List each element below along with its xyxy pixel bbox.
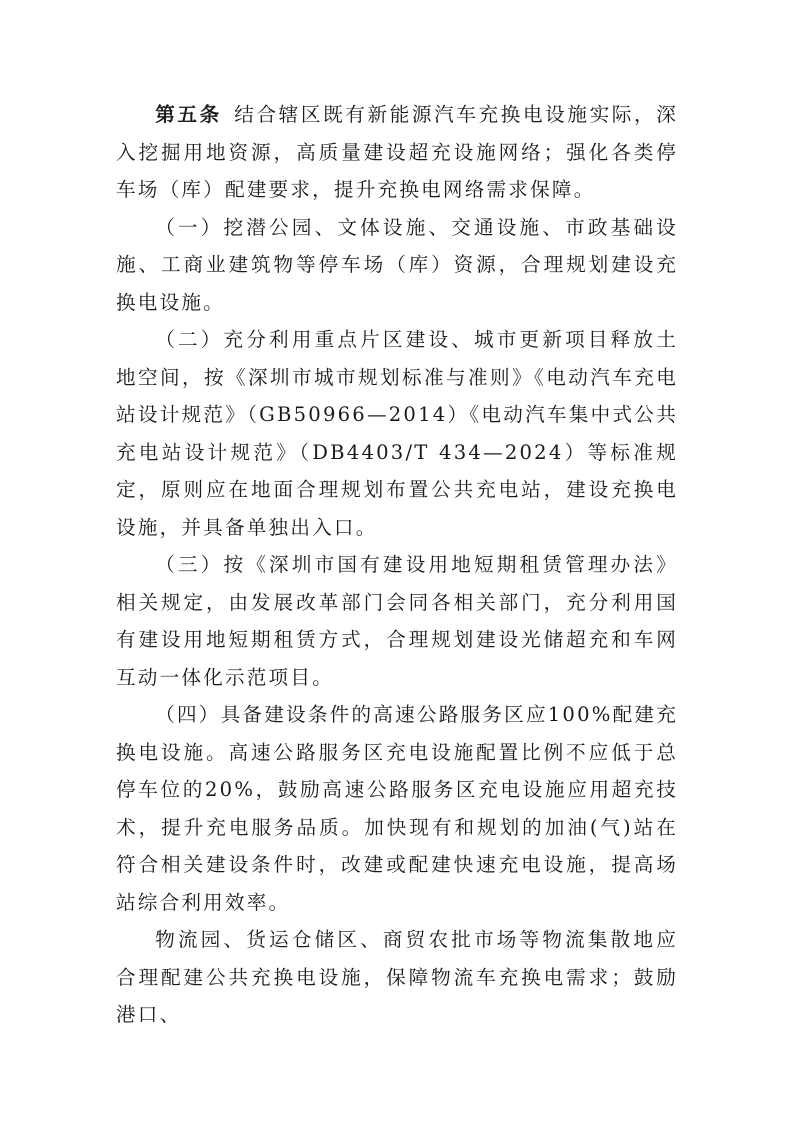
paragraph-text-1: （一）挖潜公园、文体设施、交通设施、市政基础设施、工商业建筑物等停车场（库）资源，合理规划建设充换电设施。 <box>116 215 678 314</box>
article-number: 第五条 <box>155 103 222 126</box>
paragraph-text-2: （二）充分利用重点片区建设、城市更新项目释放土地空间，按《深圳市城市规划标准与准则》《电动汽车充电站设计规范》（GB50966—2014）《电动汽车集中式公共充电站设计规范》（DB4403/T 434—2024）等标准规定，原则应在地面合理规划布置公共充电站，建设充换电设施，并具备单独出入口。 <box>116 328 678 539</box>
paragraph-item-2 <box>116 321 678 546</box>
paragraph-text-0: 结合辖区既有新能源汽车充换电设施实际，深入挖掘用地资源，高质量建设超充设施网络；强化各类停车场（库）配建要求，提升充换电网络需求保障。 <box>116 103 679 201</box>
paragraph-article-intro <box>116 96 678 209</box>
paragraph-text-5: 物流园、货运仓储区、商贸农批市场等物流集散地应合理配建公共充换电设施，保障物流车充换电需求；鼓励港口、 <box>116 928 678 1026</box>
paragraph-item-3 <box>116 546 678 696</box>
paragraph-item-1 <box>116 209 678 322</box>
paragraph-item-4 <box>116 696 678 921</box>
document-body <box>116 96 678 1034</box>
paragraph-text-4: （四）具备建设条件的高速公路服务区应100%配建充换电设施。高速公路服务区充电设施配置比例不应低于总停车位的20%，鼓励高速公路服务区充电设施应用超充技术，提升充电服务品质。加快现有和规划的加油(气)站在符合相关建设条件时，改建或配建快速充电设施，提高场站综合利用效率。 <box>116 703 678 914</box>
paragraph-logistics <box>116 921 678 1034</box>
paragraph-text-3: （三）按《深圳市国有建设用地短期租赁管理办法》相关规定，由发展改革部门会同各相关部门，充分利用国有建设用地短期租赁方式，合理规划建设光储超充和车网互动一体化示范项目。 <box>116 553 678 689</box>
